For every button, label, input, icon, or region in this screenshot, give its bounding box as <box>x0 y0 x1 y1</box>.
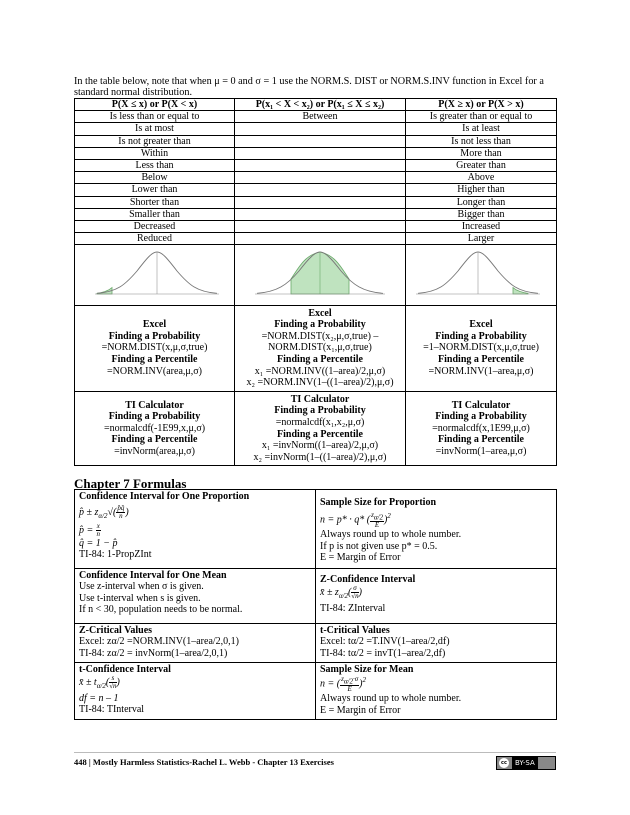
header-right: P(X ≥ x) or P(X > x) <box>406 99 557 111</box>
row-right-cell: More than <box>406 147 557 159</box>
excel-left-pct: =NORM.INV(area,μ,σ) <box>107 365 202 377</box>
row-middle-cell <box>235 221 406 233</box>
ci-prop-ti: TI-84: 1-PropZInt <box>79 549 152 561</box>
table-row <box>75 184 557 196</box>
z-crit-l2: TI-84: zα/2 = invNorm(1–area/2,0,1) <box>79 647 228 659</box>
row-right-cell: Longer than <box>406 196 557 208</box>
z-critical-cell <box>75 624 316 663</box>
ti-left-prob: =normalcdf(-1E99,x,μ,σ) <box>103 422 206 434</box>
row-left-cell: Below <box>75 172 235 184</box>
ti-pct-label-left: Finding a Percentile <box>111 434 198 446</box>
row-middle-cell <box>235 196 406 208</box>
excel-title-middle: Excel <box>308 307 332 319</box>
row-middle-cell <box>235 147 406 159</box>
formula-row-1 <box>75 490 557 569</box>
row-right-cell: Is not less than <box>406 135 557 147</box>
formula-row-3 <box>75 624 557 663</box>
curve-row <box>75 245 557 305</box>
z-crit-l1: Excel: zα/2 =NORM.INV(1–area/2,0,1) <box>79 636 239 648</box>
formula-row-2 <box>75 569 557 624</box>
excel-left-prob: =NORM.DIST(x,μ,σ,true) <box>101 342 208 354</box>
formulas-table <box>74 489 557 720</box>
right-shaded-area <box>513 288 528 295</box>
excel-mid-prob-1: =NORM.DIST(x₂,μ,σ,true) – <box>261 330 379 342</box>
row-left-cell: Is not greater than <box>75 135 235 147</box>
t-ci-formula: x̄ ± $t_{\alpha/2}$( $\frac{s}{√n}$ ) <box>79 674 120 691</box>
table-row <box>75 160 557 172</box>
ci-prop-formula: p̂ ± $z_{\alpha/2}√$( $\frac{p̂q̂}{n}$ ) <box>79 504 129 521</box>
z-over-e-fraction: $\frac{z_{\alpha/2}}{E}$ <box>371 510 383 530</box>
ss-prop-formula: n = p* · q* ( $\frac{z_{\alpha/2}}{E}$ )$^2$ <box>320 510 391 530</box>
ci-proportion-cell <box>75 490 316 569</box>
z-ci-ti: TI-84: ZInterval <box>320 602 386 614</box>
ss-prop-l1: Always round up to whole number. <box>320 529 462 541</box>
between-curve <box>235 245 406 305</box>
footer-text: 448 | Mostly Harmless Statistics-Rachel L. Webb - Chapter 13 Exercises <box>74 757 334 767</box>
excel-prob-label-middle: Finding a Probability <box>274 319 366 331</box>
cc-license-badge[interactable] <box>496 756 556 770</box>
ss-mean-cell <box>316 663 557 720</box>
row-left-cell: Shorter than <box>75 196 235 208</box>
ti-right-prob: =normalcdf(x,1E99,μ,σ) <box>432 422 530 434</box>
excel-pct-label-middle: Finding a Percentile <box>277 354 363 366</box>
excel-left <box>75 305 235 391</box>
ti-prob-label-left: Finding a Probability <box>108 411 201 423</box>
table-row <box>75 172 557 184</box>
excel-prob-label-left: Finding a Probability <box>108 330 201 342</box>
left-tail-curve-svg <box>77 245 233 301</box>
z-sigma-over-e-fraction: $\frac{z_{\alpha/2}\cdot\sigma}{E}$ <box>341 674 359 694</box>
ci-mean-l3: If n < 30, population needs to be normal. <box>79 604 243 616</box>
table-row <box>75 196 557 208</box>
row-right-cell: Increased <box>406 221 557 233</box>
t-ci-ti: TI-84: TInterval <box>79 704 145 716</box>
ti-prob-label-middle: Finding a Probability <box>274 405 366 417</box>
ss-mean-l2: E = Margin of Error <box>320 704 401 716</box>
ti-right-pct: =invNorm(1–area,μ,σ) <box>435 445 527 457</box>
ti-pct-label-right: Finding a Percentile <box>438 434 524 446</box>
excel-mid-pct-2: x₂ =NORM.INV(1–((1–area)/2),μ,σ) <box>246 377 394 389</box>
ci-mean-cell <box>75 569 316 624</box>
right-tail-curve <box>406 245 557 305</box>
row-right-cell: Above <box>406 172 557 184</box>
ss-mean-formula-text: n = <box>320 678 337 690</box>
cc-license-label: BY-SA <box>512 757 538 769</box>
excel-mid-prob-2: NORM.DIST(x₁,μ,σ,true) <box>268 342 372 354</box>
table-row <box>75 221 557 233</box>
ti-title-left: TI Calculator <box>125 399 184 411</box>
row-left-cell: Is at most <box>75 123 235 135</box>
table-row <box>75 233 557 245</box>
cc-icon: cc <box>499 758 509 768</box>
ci-mean-title: Confidence Interval for One Mean <box>79 570 227 581</box>
excel-right <box>406 305 557 391</box>
t-crit-l2: TI-84: tα/2 = invT(1–area/2,df) <box>320 647 446 659</box>
table-row <box>75 208 557 220</box>
row-middle-cell: Between <box>235 111 406 123</box>
z-ci-title: Z-Confidence Interval <box>320 574 416 585</box>
row-right-cell: Higher than <box>406 184 557 196</box>
ci-prop-title: Confidence Interval for One Proportion <box>79 491 250 502</box>
ti-mid-pct-1: x₁ =invNorm((1–area)/2,μ,σ) <box>261 440 379 452</box>
row-middle-cell <box>235 160 406 172</box>
row-right-cell: Larger <box>406 233 557 245</box>
header-middle: P(x₁ < X < x₂) or P(x₁ ≤ X ≤ x₂) <box>235 99 406 111</box>
excel-row <box>75 305 557 391</box>
ti-right <box>406 391 557 466</box>
chapter-title: Chapter 7 Formulas <box>74 476 187 491</box>
ss-mean-l1: Always round up to whole number. <box>320 693 462 705</box>
ti-row <box>75 391 557 466</box>
excel-prob-label-right: Finding a Probability <box>435 330 527 342</box>
row-middle-cell <box>235 208 406 220</box>
t-crit-l1: Excel: tα/2 =T.INV(1–area/2,df) <box>320 636 450 648</box>
t-crit-title: t-Critical Values <box>320 625 390 636</box>
excel-pct-label-left: Finding a Percentile <box>111 354 198 366</box>
table-row <box>75 123 557 135</box>
row-left-cell: Reduced <box>75 233 235 245</box>
p-hat-def <box>79 523 311 538</box>
t-ci-formula-text: x̄ ± t <box>79 677 97 689</box>
row-left-cell: Less than <box>75 160 235 172</box>
ci-prop-line2: p̂ = <box>79 524 96 536</box>
table-row <box>75 147 557 159</box>
pq-over-n-fraction: $\frac{p̂q̂}{n}$ <box>117 504 125 521</box>
s-over-root-n-fraction: $\frac{s}{√n}$ <box>109 674 117 691</box>
left-tail-curve <box>75 245 235 305</box>
excel-right-pct: =NORM.INV(1–area,μ,σ) <box>428 365 534 377</box>
header-left: P(X ≤ x) or P(X < x) <box>75 99 235 111</box>
ss-prop-title: Sample Size for Proportion <box>320 497 437 508</box>
row-left-cell: Within <box>75 147 235 159</box>
ti-title-right: TI Calculator <box>451 399 511 411</box>
t-ci-cell <box>75 663 316 720</box>
ss-prop-l2: If p is not given use p* = 0.5. <box>320 540 438 552</box>
ti-pct-label-middle: Finding a Percentile <box>277 428 363 440</box>
ti-title-middle: TI Calculator <box>290 393 350 405</box>
table-header-row <box>75 99 557 111</box>
t-ci-title: t-Confidence Interval <box>79 664 171 675</box>
excel-mid-pct-1: x₁ =NORM.INV((1–area)/2,μ,σ) <box>254 365 386 377</box>
table-row <box>75 135 557 147</box>
ti-left-pct: =invNorm(area,μ,σ) <box>114 445 195 457</box>
ti-middle <box>235 391 406 466</box>
row-left-cell: Lower than <box>75 184 235 196</box>
probability-table <box>74 98 557 466</box>
row-right-cell: Greater than <box>406 160 557 172</box>
row-left-cell: Decreased <box>75 221 235 233</box>
sigma-over-root-n-fraction: $\frac{\sigma}{√n}$ <box>351 584 359 601</box>
excel-right-prob: =1–NORM.DIST(x,μ,σ,true) <box>423 342 539 354</box>
z-crit-title: Z-Critical Values <box>79 625 153 636</box>
x-over-n-fraction: $\frac{x}{n}$ <box>96 521 101 538</box>
row-middle-cell <box>235 123 406 135</box>
ci-mean-l2: Use t-interval when s is given. <box>79 592 201 604</box>
ss-mean-title: Sample Size for Mean <box>320 664 414 675</box>
row-right-cell: Is at least <box>406 123 557 135</box>
formula-row-4 <box>75 663 557 720</box>
row-middle-cell <box>235 172 406 184</box>
row-middle-cell <box>235 135 406 147</box>
ti-prob-label-right: Finding a Probability <box>435 411 527 423</box>
row-right-cell: Bigger than <box>406 208 557 220</box>
ss-prop-l3: E = Margin of Error <box>320 551 401 563</box>
between-curve-svg <box>237 245 404 301</box>
row-middle-cell <box>235 184 406 196</box>
ci-mean-l1: Use z-interval when σ is given. <box>79 581 204 593</box>
right-tail-curve-svg <box>408 245 555 301</box>
z-ci-formula-text: x̄ ± z <box>320 587 339 599</box>
row-left-cell: Smaller than <box>75 208 235 220</box>
ti-mid-prob: =normalcdf(x₁,x₂,μ,σ) <box>275 416 365 428</box>
footer-rule <box>74 752 556 753</box>
q-hat-def: q̂ = 1 − p̂ <box>79 537 118 549</box>
intro-paragraph: In the table below, note that when μ = 0 and σ = 1 use the NORM.S. DIST or NORM.S.INV function in Excel for a standard normal distribution. <box>74 76 544 98</box>
ss-proportion-cell <box>316 490 557 569</box>
ti-mid-pct-2: x₂ =invNorm(1–((1–area)/2),μ,σ) <box>253 451 387 463</box>
row-right-cell: Is greater than or equal to <box>406 111 557 123</box>
excel-middle <box>235 305 406 391</box>
row-middle-cell <box>235 233 406 245</box>
excel-title-left: Excel <box>142 319 167 331</box>
z-ci-cell <box>316 569 557 624</box>
t-critical-cell <box>316 624 557 663</box>
table-row <box>75 111 557 123</box>
excel-pct-label-right: Finding a Percentile <box>438 354 524 366</box>
row-left-cell: Is less than or equal to <box>75 111 235 123</box>
ss-prop-formula-text: n = p* · q* <box>320 514 367 526</box>
ss-mean-formula: n = ( $\frac{z_{\alpha/2}\cdot\sigma}{E}$ )$^2$ <box>320 674 366 694</box>
ti-left <box>75 391 235 466</box>
z-ci-formula: x̄ ± $z_{\alpha/2}$( $\frac{\sigma}{√n}$ ) <box>320 584 362 601</box>
t-ci-df: df = n – 1 <box>79 692 119 704</box>
excel-title-right: Excel <box>469 319 493 331</box>
ci-prop-line1: p̂ ± z <box>79 507 99 519</box>
